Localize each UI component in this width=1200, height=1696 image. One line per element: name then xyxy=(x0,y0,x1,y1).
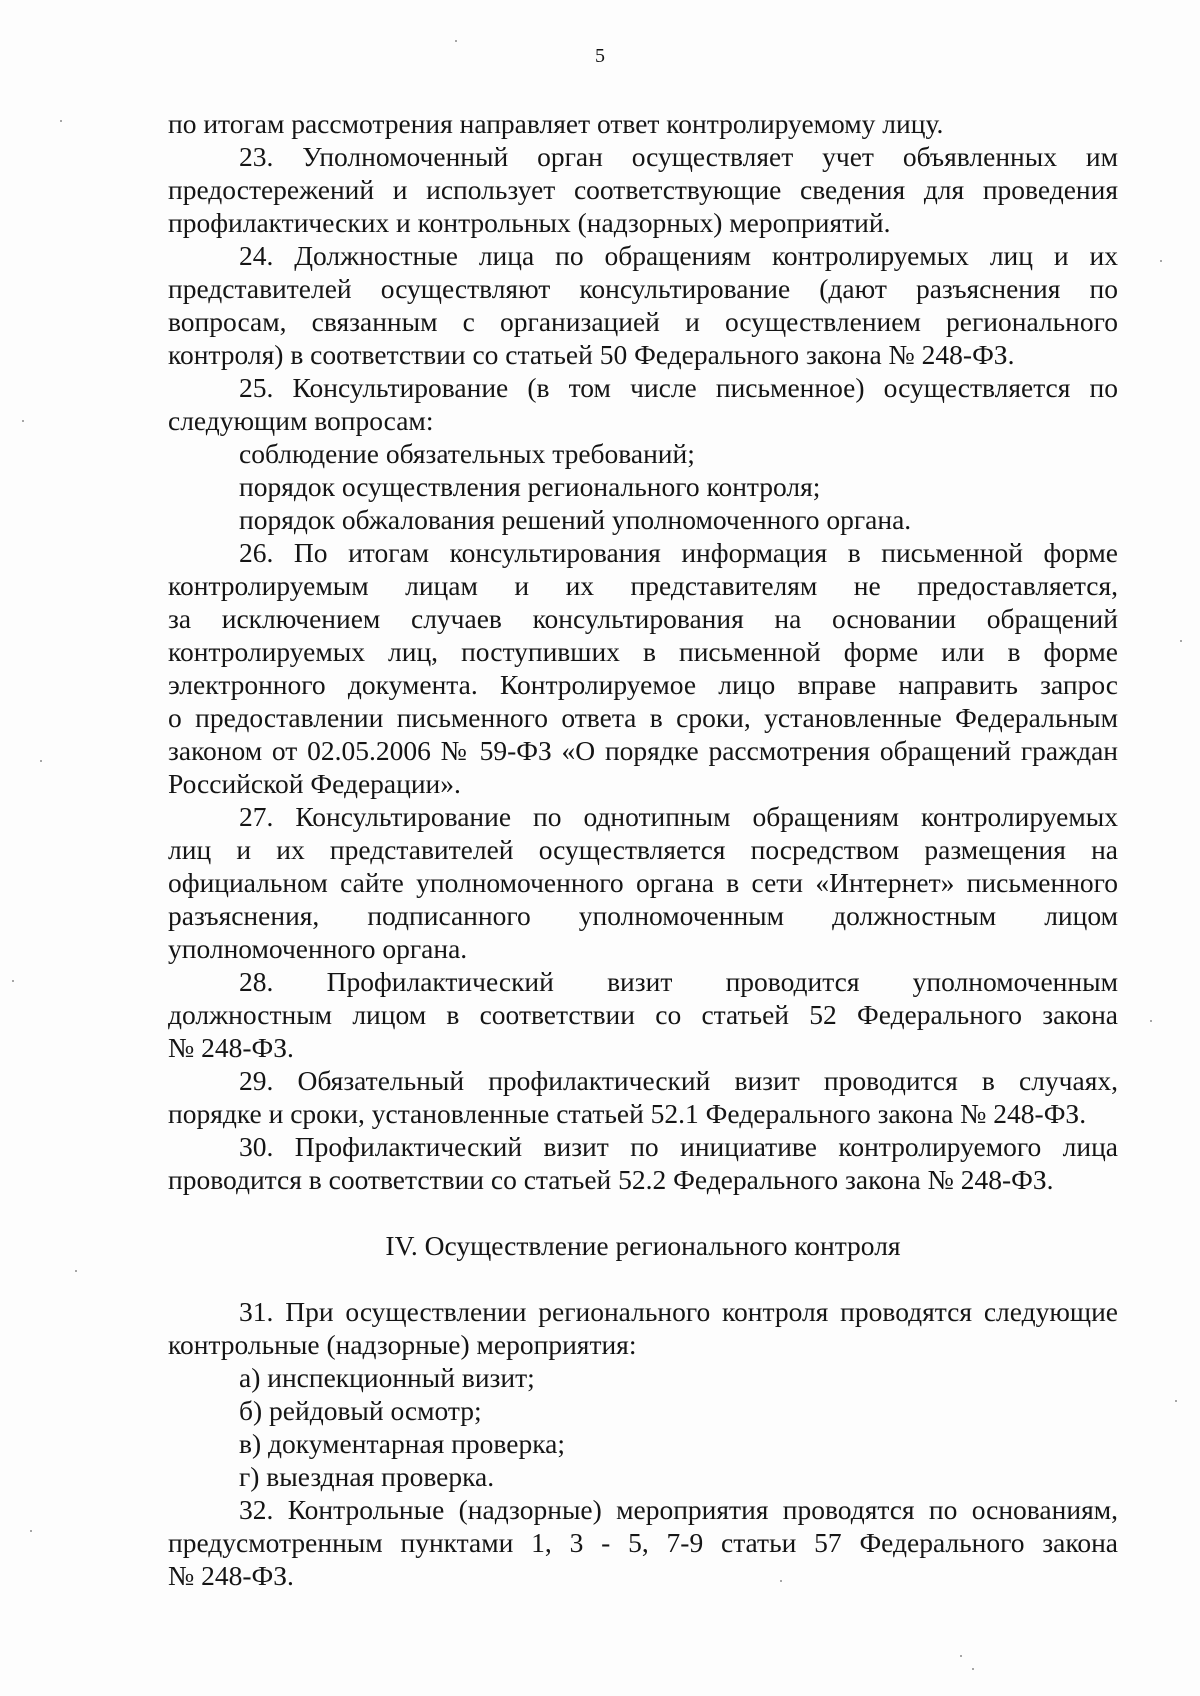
list-item: в) документарная проверка; xyxy=(239,1428,565,1459)
section-heading: IV. Осуществление регионального контроля xyxy=(385,1230,901,1261)
paragraph-32-line-2: предусмотренным пунктами 1, 3 - 5, 7-9 статьи 57 Федерального закона xyxy=(168,1527,1118,1558)
scan-speck xyxy=(780,1580,782,1582)
paragraph-28-line-1: 28. Профилактический визит проводится уполномоченным xyxy=(239,966,1118,997)
paragraph-25-line-2: следующим вопросам: xyxy=(168,405,434,436)
scan-speck xyxy=(75,1270,77,1272)
paragraph-30-line-2: проводится в соответствии со статьей 52.2 Федерального закона № 248-ФЗ. xyxy=(168,1164,1054,1195)
scan-speck xyxy=(30,1530,32,1532)
paragraph-28-line-2: должностным лицом в соответствии со статьей 52 Федерального закона xyxy=(168,999,1118,1030)
scan-speck xyxy=(12,980,14,982)
list-item: б) рейдовый осмотр; xyxy=(239,1395,482,1426)
paragraph-22-tail: по итогам рассмотрения направляет ответ контролируемому лицу. xyxy=(168,108,944,139)
paragraph-32-line-3: № 248-ФЗ. xyxy=(168,1560,294,1591)
paragraph-27-line-1: 27. Консультирование по однотипным обращениям контролируемых xyxy=(239,801,1118,832)
scan-speck xyxy=(960,1655,962,1657)
paragraph-26-line-3: за исключением случаев консультирования на основании обращений xyxy=(168,603,1118,634)
paragraph-27-line-4: разъяснения, подписанного уполномоченным должностным лицом xyxy=(168,900,1118,931)
paragraph-26-line-2: контролируемым лицам и их представителям не предоставляется, xyxy=(168,570,1118,601)
paragraph-31-line-2: контрольные (надзорные) мероприятия: xyxy=(168,1329,637,1360)
paragraph-25-line-1: 25. Консультирование (в том числе письменное) осуществляется по xyxy=(239,372,1118,403)
paragraph-27-line-3: официальном сайте уполномоченного органа в сети «Интернет» письменного xyxy=(168,867,1118,898)
paragraph-26-line-1: 26. По итогам консультирования информация в письменной форме xyxy=(239,537,1118,568)
scan-speck xyxy=(1180,640,1182,642)
list-item: порядок обжалования решений уполномоченного органа. xyxy=(239,504,912,535)
scan-speck xyxy=(972,1668,974,1670)
paragraph-26-line-4: контролируемых лиц, поступивших в письменной форме или в форме xyxy=(168,636,1118,667)
paragraph-23-line-3: профилактических и контрольных (надзорных) мероприятий. xyxy=(168,207,891,238)
list-item: порядок осуществления регионального контроля; xyxy=(239,471,821,502)
list-item: соблюдение обязательных требований; xyxy=(239,438,695,469)
paragraph-26-line-6: о предоставлении письменного ответа в сроки, установленные Федеральным xyxy=(168,702,1118,733)
scan-speck xyxy=(1160,260,1162,262)
paragraph-24-line-2: представителей осуществляют консультирование (дают разъяснения по xyxy=(168,273,1118,304)
paragraph-24-line-4: контроля) в соответствии со статьей 50 Федерального закона № 248-ФЗ. xyxy=(168,339,1015,370)
scan-speck xyxy=(60,120,62,122)
paragraph-24-line-3: вопросам, связанным с организацией и осуществлением регионального xyxy=(168,306,1118,337)
list-item: а) инспекционный визит; xyxy=(239,1362,535,1393)
paragraph-23-line-1: 23. Уполномоченный орган осуществляет учет объявленных им xyxy=(239,141,1118,172)
paragraph-27-line-2: лиц и их представителей осуществляется посредством размещения на xyxy=(168,834,1118,865)
paragraph-29-line-2: порядке и сроки, установленные статьей 52.1 Федерального закона № 248-ФЗ. xyxy=(168,1098,1087,1129)
paragraph-27-line-5: уполномоченного органа. xyxy=(168,933,468,964)
paragraph-26-line-7: законом от 02.05.2006 № 59-ФЗ «О порядке рассмотрения обращений граждан xyxy=(168,735,1118,766)
paragraph-23-line-2: предостережений и использует соответствующие сведения для проведения xyxy=(168,174,1118,205)
document-body xyxy=(168,107,1118,1592)
scan-speck xyxy=(455,40,457,42)
paragraph-24-line-1: 24. Должностные лица по обращениям контролируемых лиц и их xyxy=(239,240,1118,271)
page-number: 5 xyxy=(595,45,605,67)
scan-speck xyxy=(1175,1400,1177,1402)
paragraph-30-line-1: 30. Профилактический визит по инициативе контролируемого лица xyxy=(239,1131,1118,1162)
paragraph-28-line-3: № 248-ФЗ. xyxy=(168,1032,294,1063)
scan-speck xyxy=(22,420,24,422)
paragraph-32-line-1: 32. Контрольные (надзорные) мероприятия проводятся по основаниям, xyxy=(239,1494,1118,1525)
scan-speck xyxy=(40,760,42,762)
paragraph-31-line-1: 31. При осуществлении регионального контроля проводятся следующие xyxy=(239,1296,1118,1327)
paragraph-26-line-8: Российской Федерации». xyxy=(168,768,461,799)
paragraph-29-line-1: 29. Обязательный профилактический визит проводится в случаях, xyxy=(239,1065,1118,1096)
list-item: г) выездная проверка. xyxy=(239,1461,495,1492)
paragraph-26-line-5: электронного документа. Контролируемое лицо вправе направить запрос xyxy=(168,669,1118,700)
scan-speck xyxy=(1150,1020,1152,1022)
